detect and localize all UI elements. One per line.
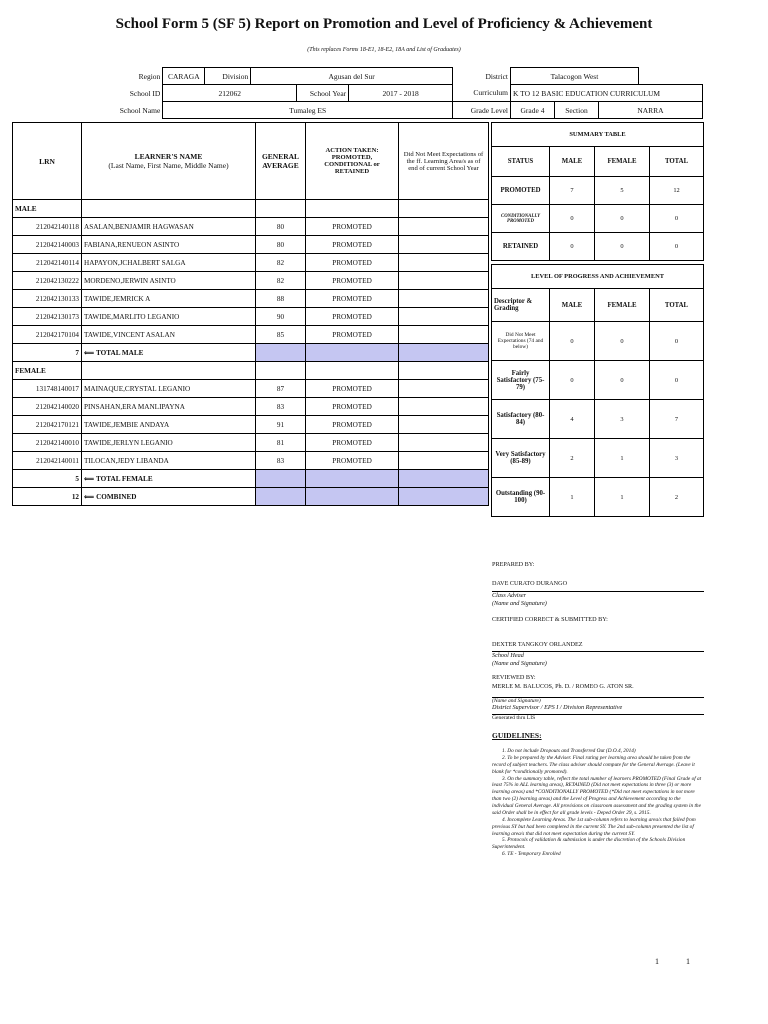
summary-male: 0 <box>550 233 595 261</box>
learner-name: TAWIDE,JEMBIE ANDAYA <box>82 416 256 434</box>
section-value: NARRA <box>598 102 702 119</box>
head-sub: (Name and Signature) <box>492 660 547 667</box>
learner-average: 80 <box>256 236 306 254</box>
shaded-cell <box>399 344 489 362</box>
levels-total-header: TOTAL <box>650 289 704 322</box>
learner-average: 85 <box>256 326 306 344</box>
levels-descriptor: Very Satisfactory (85-89) <box>492 439 550 478</box>
certified-label: CERTIFIED CORRECT & SUBMITTED BY: <box>492 616 608 623</box>
school-name-value: Tumaleg ES <box>163 102 453 119</box>
summary-status: CONDITIONALLY PROMOTED <box>492 205 550 233</box>
table-row <box>13 380 489 398</box>
female-section <box>13 362 489 380</box>
reviewer-names: MERLE M. BALUCOS, Ph. D. / ROMEO G. ATON SR. <box>492 683 634 690</box>
learner-action: PROMOTED <box>306 434 399 452</box>
shaded-cell <box>256 488 306 506</box>
summary-female: 0 <box>595 233 650 261</box>
arrow-left-icon: ⟸ <box>84 493 97 501</box>
guideline-item: 4. Incomplete Learning Areas. The 1st sub-column refers to learning area/s that failed from previous SY but had been completed in the current SY. The 2nd sub-column presented the list of learning area/s that did not meet expectation during the current SY. <box>492 816 696 837</box>
arrow-left-icon: ⟸ <box>84 349 96 357</box>
levels-row <box>492 400 704 439</box>
arrow-left-icon: ⟸ <box>84 475 96 483</box>
shaded-cell <box>306 488 399 506</box>
levels-body <box>492 322 704 517</box>
adviser-name: DAVE CURATO DURANGO <box>492 580 568 587</box>
col-dnm-header: Did Not Meet Expectations of the ff. Learning Area/s as of end of current School Year <box>399 123 489 200</box>
table-row <box>13 416 489 434</box>
learner-action: PROMOTED <box>306 452 399 470</box>
table-row <box>13 236 489 254</box>
levels-male: 0 <box>550 361 595 400</box>
reviewer-sub: (Name and Signature) <box>492 697 704 704</box>
col-name-header <box>82 123 256 200</box>
table-row <box>13 290 489 308</box>
learner-lrn: 212042140011 <box>13 452 82 470</box>
levels-female: 1 <box>595 478 650 517</box>
total-female-row-label: TOTAL FEMALE <box>95 475 153 483</box>
learner-name: TAWIDE,MARLITO LEGANIO <box>82 308 256 326</box>
empty-cell <box>399 362 489 380</box>
learner-action: PROMOTED <box>306 236 399 254</box>
head-role: School Head <box>492 651 704 659</box>
learner-action: PROMOTED <box>306 416 399 434</box>
levels-row <box>492 439 704 478</box>
empty-cell <box>82 200 256 218</box>
learner-dnm <box>399 398 489 416</box>
learner-lrn: 212042170121 <box>13 416 82 434</box>
total-female-row-count: 5 <box>13 470 82 488</box>
school-id-label: School ID <box>129 88 161 98</box>
adviser-role: Class Adviser <box>492 591 704 599</box>
learner-average: 88 <box>256 290 306 308</box>
summary-body <box>492 177 704 261</box>
learner-name: FABIANA,RENUEON ASINTO <box>82 236 256 254</box>
levels-total: 0 <box>650 322 704 361</box>
shaded-cell <box>256 470 306 488</box>
curriculum-label: Curriculum <box>473 88 508 98</box>
combined-row-label: COMBINED <box>96 493 137 501</box>
empty-cell <box>399 200 489 218</box>
page-count: 1 <box>686 957 690 966</box>
guideline-item: 2. To be prepared by the Adviser. Final rating per learning area should be taken from the record of subject teachers. The class adviser should compute for the General Average. (Leave it blank for *conditionally promoted). <box>492 754 695 775</box>
shaded-cell <box>306 470 399 488</box>
empty-cell <box>256 200 306 218</box>
levels-female: 3 <box>595 400 650 439</box>
learner-lrn: 212042130133 <box>13 290 82 308</box>
learner-action: PROMOTED <box>306 380 399 398</box>
levels-total: 0 <box>650 361 704 400</box>
school-info-table <box>13 67 703 119</box>
summary-row <box>492 205 704 233</box>
col-name-subtitle: (Last Name, First Name, Middle Name) <box>108 161 229 170</box>
learner-lrn: 131748140017 <box>13 380 82 398</box>
learner-action: PROMOTED <box>306 308 399 326</box>
curriculum-value: K TO 12 BASIC EDUCATION CURRICULUM <box>511 85 703 102</box>
guideline-item: 3. On the summary table, reflect the total number of learners PROMOTED (Final Grade of at least 75% in ALL learning areas), RETAINED (Did not meet expectations in three (3) or more learning areas) and *CONDITIONALLY PROMOTED (*Did not meet expectations in not more than two (2) learning areas) and the Level of Progress and Achievement according to the individual General Average. All provisions on classroom assessment and the grading system in the said Order shall be in effect for all grade levels - Deped Order 29, s. 2015. <box>492 775 702 816</box>
learners-body <box>13 200 489 506</box>
learner-name: MAINAQUE,CRYSTAL LEGANIO <box>82 380 256 398</box>
summary-male-header: MALE <box>550 147 595 177</box>
summary-status: RETAINED <box>492 233 550 261</box>
learner-average: 82 <box>256 272 306 290</box>
learner-action: PROMOTED <box>306 290 399 308</box>
learner-name: TAWIDE,JERLYN LEGANIO <box>82 434 256 452</box>
learner-lrn: 212042140118 <box>13 218 82 236</box>
section-label: Section <box>554 102 598 119</box>
school-name-label: School Name <box>119 105 161 115</box>
levels-male: 4 <box>550 400 595 439</box>
summary-total-header: TOTAL <box>650 147 704 177</box>
generated-note: Generated thru LIS <box>492 714 704 721</box>
col-average-header: GENERAL AVERAGE <box>256 123 306 200</box>
learner-lrn: 212042140114 <box>13 254 82 272</box>
table-row <box>13 218 489 236</box>
levels-female: 0 <box>595 322 650 361</box>
learner-average: 83 <box>256 398 306 416</box>
empty-cell <box>306 200 399 218</box>
learner-dnm <box>399 272 489 290</box>
summary-table <box>491 122 704 261</box>
prepared-label: PREPARED BY: <box>492 561 535 568</box>
learner-dnm <box>399 236 489 254</box>
learner-name: MORDENO,JERWIN ASINTO <box>82 272 256 290</box>
reviewed-label: REVIEWED BY: <box>492 674 536 681</box>
learner-dnm <box>399 290 489 308</box>
col-lrn-header: LRN <box>13 123 82 200</box>
learner-dnm <box>399 218 489 236</box>
levels-desc-header: Descriptor & Grading <box>492 289 550 322</box>
learner-dnm <box>399 254 489 272</box>
learner-average: 90 <box>256 308 306 326</box>
learner-action: PROMOTED <box>306 254 399 272</box>
table-row <box>13 308 489 326</box>
summary-status: PROMOTED <box>492 177 550 205</box>
levels-total: 2 <box>650 478 704 517</box>
district-value: Talacogon West <box>511 68 639 85</box>
summary-caption: SUMMARY TABLE <box>492 123 704 147</box>
learner-dnm <box>399 308 489 326</box>
levels-row <box>492 361 704 400</box>
levels-total: 7 <box>650 400 704 439</box>
learner-action: PROMOTED <box>306 272 399 290</box>
levels-descriptor: Outstanding (90-100) <box>492 478 550 517</box>
total-male-row-count: 7 <box>13 344 82 362</box>
learner-average: 82 <box>256 254 306 272</box>
total-male-row-label-cell <box>82 344 256 362</box>
table-row <box>13 326 489 344</box>
levels-descriptor: Did Not Meet Expectations (74 and below) <box>492 322 550 361</box>
summary-male: 7 <box>550 177 595 205</box>
guideline-item: 5. Protocols of validation & submission is under the discretion of the Schools Division Superintendent. <box>492 837 686 851</box>
summary-male: 0 <box>550 205 595 233</box>
learner-action: PROMOTED <box>306 326 399 344</box>
adviser-sub: (Name and Signature) <box>492 600 547 607</box>
district-label: District <box>485 71 508 81</box>
learner-dnm <box>399 380 489 398</box>
male-section-label: MALE <box>13 200 82 218</box>
summary-status-header: STATUS <box>492 147 550 177</box>
levels-male-header: MALE <box>550 289 595 322</box>
table-row <box>13 254 489 272</box>
page-subtitle: (This replaces Forms 18-E1, 18-E2, 18A and List of Graduates) <box>307 47 461 53</box>
page-number: 1 <box>655 957 659 966</box>
levels-total: 3 <box>650 439 704 478</box>
guidelines-list <box>492 748 702 858</box>
combined-row-label-cell <box>82 488 256 506</box>
summary-female-header: FEMALE <box>595 147 650 177</box>
table-row <box>13 272 489 290</box>
levels-table <box>491 264 704 517</box>
table-row <box>13 434 489 452</box>
learner-lrn: 212042130222 <box>13 272 82 290</box>
learner-dnm <box>399 452 489 470</box>
learner-dnm <box>399 326 489 344</box>
learner-average: 87 <box>256 380 306 398</box>
empty-cell <box>82 362 256 380</box>
learner-name: TAWIDE,JEMRICK A <box>82 290 256 308</box>
combined-row <box>13 488 489 506</box>
learner-lrn: 212042130173 <box>13 308 82 326</box>
levels-female: 0 <box>595 361 650 400</box>
learner-name: ASALAN,BENJAMIR HAGWASAN <box>82 218 256 236</box>
learners-table <box>12 122 489 506</box>
school-year-label: School Year <box>297 85 349 102</box>
learner-action: PROMOTED <box>306 218 399 236</box>
col-action-header: ACTION TAKEN: PROMOTED, CONDITIONAL or RETAINED <box>306 123 399 200</box>
levels-descriptor: Fairly Satisfactory (75-79) <box>492 361 550 400</box>
learner-dnm <box>399 416 489 434</box>
empty-cell <box>306 362 399 380</box>
division-value: Agusan del Sur <box>251 68 453 85</box>
division-label: Division <box>205 68 251 85</box>
shaded-cell <box>399 470 489 488</box>
levels-row <box>492 478 704 517</box>
levels-descriptor: Satisfactory (80-84) <box>492 400 550 439</box>
levels-row <box>492 322 704 361</box>
school-year-value: 2017 - 2018 <box>349 85 453 102</box>
combined-row-count: 12 <box>13 488 82 506</box>
total-male-row-label: TOTAL MALE <box>95 349 144 357</box>
learner-average: 81 <box>256 434 306 452</box>
total-female-row-label-cell <box>82 470 256 488</box>
learner-dnm <box>399 434 489 452</box>
summary-female: 0 <box>595 205 650 233</box>
total-female-row <box>13 470 489 488</box>
grade-label: Grade Level <box>453 102 511 119</box>
summary-row <box>492 177 704 205</box>
levels-female-header: FEMALE <box>595 289 650 322</box>
school-id-value: 212062 <box>163 85 297 102</box>
male-section <box>13 200 489 218</box>
learner-name: TILOCAN,JEDY LIBANDA <box>82 452 256 470</box>
total-male-row <box>13 344 489 362</box>
learner-average: 80 <box>256 218 306 236</box>
shaded-cell <box>256 344 306 362</box>
learner-average: 91 <box>256 416 306 434</box>
summary-total: 12 <box>650 177 704 205</box>
learner-name: PINSAHAN,ERA MANLIPAYNA <box>82 398 256 416</box>
levels-female: 1 <box>595 439 650 478</box>
page-title: School Form 5 (SF 5) Report on Promotion and Level of Proficiency & Achievement <box>115 16 653 32</box>
learner-action: PROMOTED <box>306 398 399 416</box>
head-name: DEXTER TANGKOY ORLANDEZ <box>492 641 583 648</box>
female-section-label: FEMALE <box>13 362 82 380</box>
col-name-title: LEARNER'S NAME <box>134 152 203 161</box>
learner-name: HAPAYON,JCHALBERT SALGA <box>82 254 256 272</box>
learner-lrn: 212042140020 <box>13 398 82 416</box>
guideline-item: 1. Do not include Dropouts and Transferred Out (D.O.4, 2014) <box>502 748 636 754</box>
guidelines-title: GUIDELINES: <box>492 731 542 740</box>
grade-value: Grade 4 <box>511 102 555 119</box>
learner-average: 83 <box>256 452 306 470</box>
learner-name: TAWIDE,VINCENT ASALAN <box>82 326 256 344</box>
table-row <box>13 452 489 470</box>
shaded-cell <box>399 488 489 506</box>
summary-row <box>492 233 704 261</box>
empty-cell <box>256 362 306 380</box>
summary-total: 0 <box>650 233 704 261</box>
region-label: Region <box>138 71 161 81</box>
summary-female: 5 <box>595 177 650 205</box>
learner-lrn: 212042140003 <box>13 236 82 254</box>
levels-male: 2 <box>550 439 595 478</box>
levels-male: 1 <box>550 478 595 517</box>
shaded-cell <box>306 344 399 362</box>
learner-lrn: 212042140010 <box>13 434 82 452</box>
levels-caption: LEVEL OF PROGRESS AND ACHIEVEMENT <box>492 265 704 289</box>
region-value: CARAGA <box>163 68 205 85</box>
summary-total: 0 <box>650 205 704 233</box>
guideline-item: 6. TE - Temporary Enrolled <box>502 851 561 858</box>
levels-male: 0 <box>550 322 595 361</box>
learner-lrn: 212042170104 <box>13 326 82 344</box>
reviewer-role: District Supervisor / EPS I / Division Representative <box>492 704 623 711</box>
table-row <box>13 398 489 416</box>
